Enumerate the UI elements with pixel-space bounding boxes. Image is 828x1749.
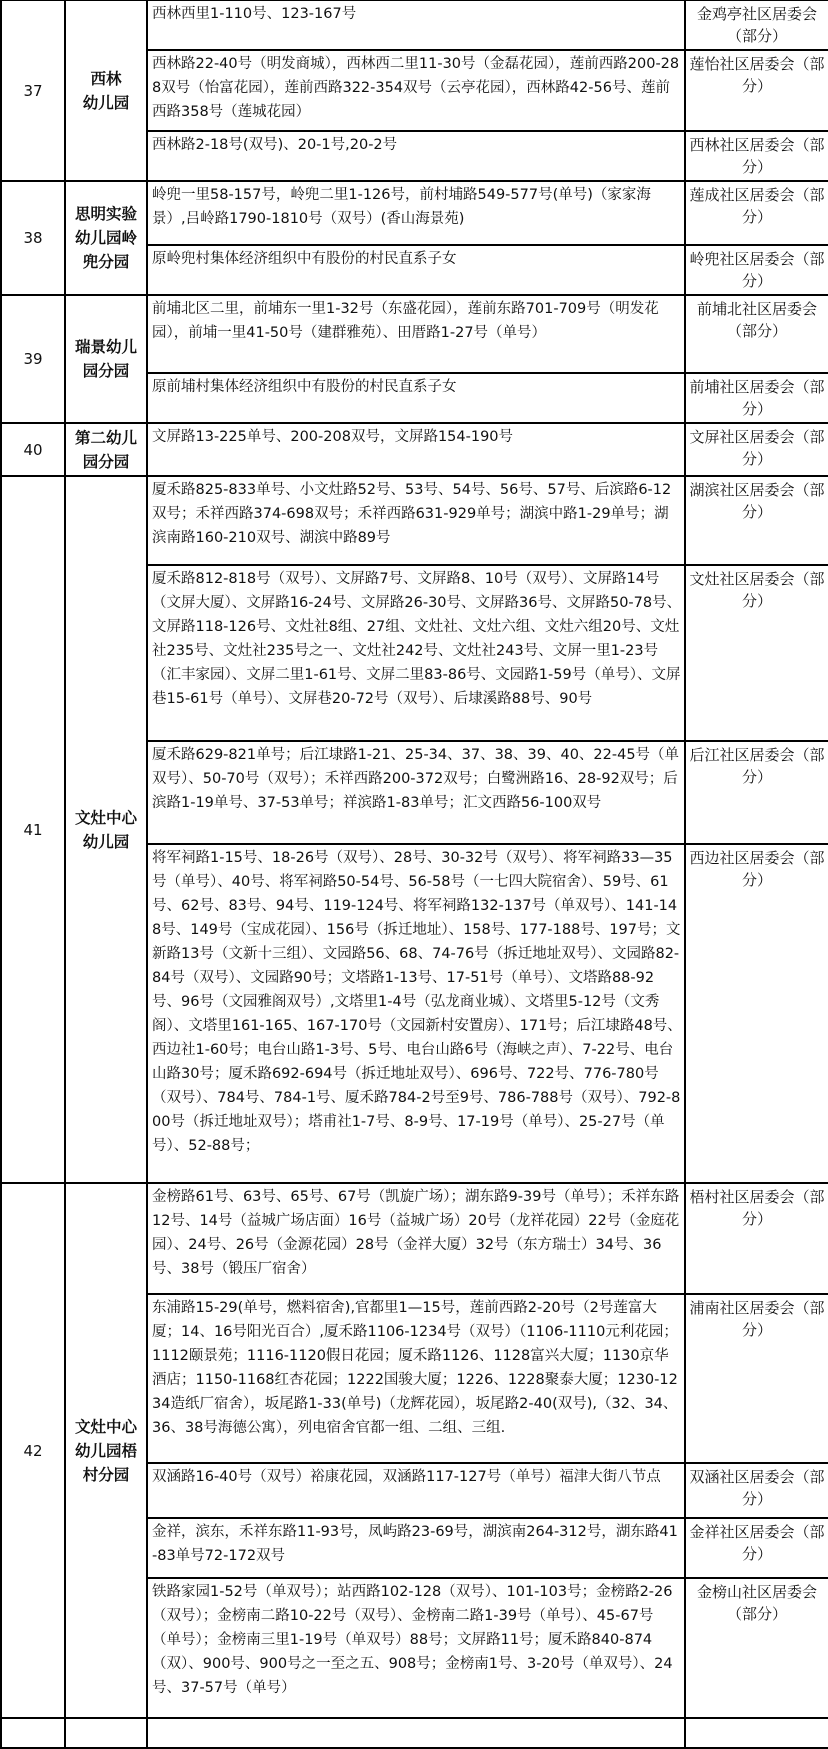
address-range: 原岭兜村集体经济组织中有股份的村民直系子女 [147, 245, 685, 295]
school-name: 西林 幼儿园 [65, 0, 147, 181]
address-range: 厦禾路812-818号（双号）、文屏路7号、文屏路8、10号（双号）、文屏路14号（文屏大厦）、文屏路16-24号、文屏路26-30号、文屏路36号、文屏路50-78号、文屏路118-126号、文灶社8组、27组、文灶社、文灶六组、文灶六组20号、文灶社235号、文灶社235号之一、文灶社242号、文灶社243号、文屏一里1-23号（汇丰家园）、文屏二里1-61号、文屏二里83-86号、文园路1-59号（单号）、文屏巷15-61号（单号）、文屏巷20-72号（双号）、后埭溪路88号、90号 [147, 565, 685, 741]
community-name: 前埔北社区居委会（部分） [685, 295, 828, 373]
address-range: 双涵路16-40号（双号）裕康花园，双涵路117-127号（单号）福津大街八节点 [147, 1463, 685, 1518]
school-name: 瑞景幼儿园分园 [65, 295, 147, 423]
address-range: 厦禾路825-833单号、小文灶路52号、53号、54号、56号、57号、后滨路6-12双号；禾祥西路374-698双号；禾祥西路631-929单号；湖滨中路1-29单号；湖滨南路160-210双号、湖滨中路89号 [147, 476, 685, 565]
table-row [1, 0, 828, 50]
community-name: 西边社区居委会（部分） [685, 844, 828, 1183]
community-name: 金祥社区居委会（部分） [685, 1518, 828, 1578]
row-number: 41 [1, 476, 65, 1183]
community-name: 西林社区居委会（部分） [685, 131, 828, 181]
community-name: 梧村社区居委会（部分） [685, 1183, 828, 1294]
school-name: 文灶中心幼儿园梧村分园 [65, 1183, 147, 1718]
row-number: 42 [1, 1183, 65, 1718]
community-name: 文灶社区居委会（部分） [685, 565, 828, 741]
row-number: 38 [1, 181, 65, 295]
row-number: 37 [1, 0, 65, 181]
row-number: 39 [1, 295, 65, 423]
school-name: 文灶中心 幼儿园 [65, 476, 147, 1183]
address-range: 岭兜一里58-157号，岭兜二里1-126号，前村埔路549-577号(单号)（家家海景）,吕岭路1790-1810号（双号）(香山海景苑) [147, 181, 685, 245]
table-row [1, 1183, 828, 1294]
address-range: 西林路22-40号（明发商城），西林西二里11-30号（金磊花园），莲前西路200-288双号（怡富花园），莲前西路322-354双号（云亭花园），西林路42-56号、莲前西路358号（莲城花园） [147, 50, 685, 131]
address-range: 铁路家园1-52号（单双号）；站西路102-128（双号）、101-103号；金榜路2-26（双号）；金榜南二路10-22号（双号）、金榜南二路1-39号（单号）、45-67号（单号）；金榜南三里1-19号（单双号）88号；文屏路11号；厦禾路840-874（双）、900号、900号之一至之五、908号；金榜南1号、3-20号（单双号）、24号、37-57号（单号） [147, 1578, 685, 1718]
table-row [1, 181, 828, 245]
community-name: 前埔社区居委会（部分） [685, 373, 828, 423]
community-name: 金榜山社区居委会（部分） [685, 1578, 828, 1718]
address-range: 西林西里1-110号、123-167号 [147, 0, 685, 50]
address-range: 将军祠路1-15号、18-26号（双号）、28号、30-32号（双号）、将军祠路33—35号（单号）、40号、将军祠路50-54号、56-58号（一七四大院宿舍）、59号、61号、62号、83号、94号、119-124号、将军祠路132-137号（单双号）、141-148号、149号（宝成花园）、156号（拆迁地址）、158号、177-188号、197号；文新路13号（文新十三组）、文园路56、68、74-76号（拆迁地址双号）、文园路82-84号（双号）、文园路90号；文塔路1-13号、17-51号（单号）、文塔路88-92号、96号（文园雅阁双号）,文塔里1-4号（弘龙商业城）、文塔里5-12号（文秀阁）、文塔里161-165、167-170号（文园新村安置房）、171号；后江埭路48号、西边社1-60号；电台山路1-3号、5号、电台山路6号（海峡之声）、7-22号、电台山路30号；厦禾路692-694号（拆迁地址双号）、696号、722号、776-780号（双号）、784号、784-1号、厦禾路784-2号至9号、786-788号（双号）、792-800号（拆迁地址双号）；塔甫社1-7号、8-9号、17-19号（单号）、25-27号（单号）、52-88号； [147, 844, 685, 1183]
address-range: 文屏路13-225单号、200-208双号，文屏路154-190号 [147, 423, 685, 476]
address-range: 金榜路61号、63号、65号、67号（凯旋广场）；湖东路9-39号（单号）；禾祥东路12号、14号（益城广场店面）16号（益城广场）20号（龙祥花园）22号（金庭花园）、24号、26号（金源花园）28号（金祥大厦）32号（东方瑞士）34号、36号、38号（锻压厂宿舍） [147, 1183, 685, 1294]
community-name: 后江社区居委会（部分） [685, 741, 828, 844]
table-row [1, 295, 828, 373]
table-row [1, 476, 828, 565]
address-range: 金祥，滨东，禾祥东路11-93号，凤屿路23-69号，湖滨南264-312号，湖东路41-83单号72-172双号 [147, 1518, 685, 1578]
address-range [147, 1718, 685, 1748]
community-name: 文屏社区居委会（部分） [685, 423, 828, 476]
community-name [685, 1718, 828, 1748]
school-name: 思明实验幼儿园岭兜分园 [65, 181, 147, 295]
community-name: 莲怡社区居委会（部分） [685, 50, 828, 131]
community-name: 湖滨社区居委会（部分） [685, 476, 828, 565]
address-range: 原前埔村集体经济组织中有股份的村民直系子女 [147, 373, 685, 423]
address-range: 西林路2-18号(双号)、20-1号,20-2号 [147, 131, 685, 181]
row-number [1, 1718, 65, 1748]
school-name [65, 1718, 147, 1748]
community-name: 双涵社区居委会（部分） [685, 1463, 828, 1518]
community-name: 莲成社区居委会（部分） [685, 181, 828, 245]
address-range: 东浦路15-29(单号，燃料宿舍),官都里1—15号，莲前西路2-20号（2号莲富大厦；14、16号阳光百合）,厦禾路1106-1234号（双号）（1106-1110元利花园；1112颐景苑；1116-1120假日花园；厦禾路1126、1128富兴大厦；1130京华酒店；1150-1168红杏花园；1222国骏大厦；1226、1228聚泰大厦；1230-1234造纸厂宿舍），坂尾路1-33(单号)（龙辉花园），坂尾路2-40(双号),（32、34、36、38号海德公寓），列电宿舍官都一组、二组、三组. [147, 1294, 685, 1463]
table-row-next [1, 1718, 828, 1748]
address-range: 厦禾路629-821单号；后江埭路1-21、25-34、37、38、39、40、22-45号（单双号）、50-70号（双号）；禾祥西路200-372双号；白鹭洲路16、28-92双号；后滨路1-19单号、37-53单号；祥滨路1-83单号；汇文西路56-100双号 [147, 741, 685, 844]
community-name: 金鸡亭社区居委会（部分） [685, 0, 828, 50]
address-range: 前埔北区二里，前埔东一里1-32号（东盛花园），莲前东路701-709号（明发花园），前埔一里41-50号（建群雅苑）、田厝路1-27号（单号） [147, 295, 685, 373]
community-name: 岭兜社区居委会（部分） [685, 245, 828, 295]
row-number: 40 [1, 423, 65, 476]
table-row [1, 423, 828, 476]
community-name: 浦南社区居委会（部分） [685, 1294, 828, 1463]
school-name: 第二幼儿园分园 [65, 423, 147, 476]
